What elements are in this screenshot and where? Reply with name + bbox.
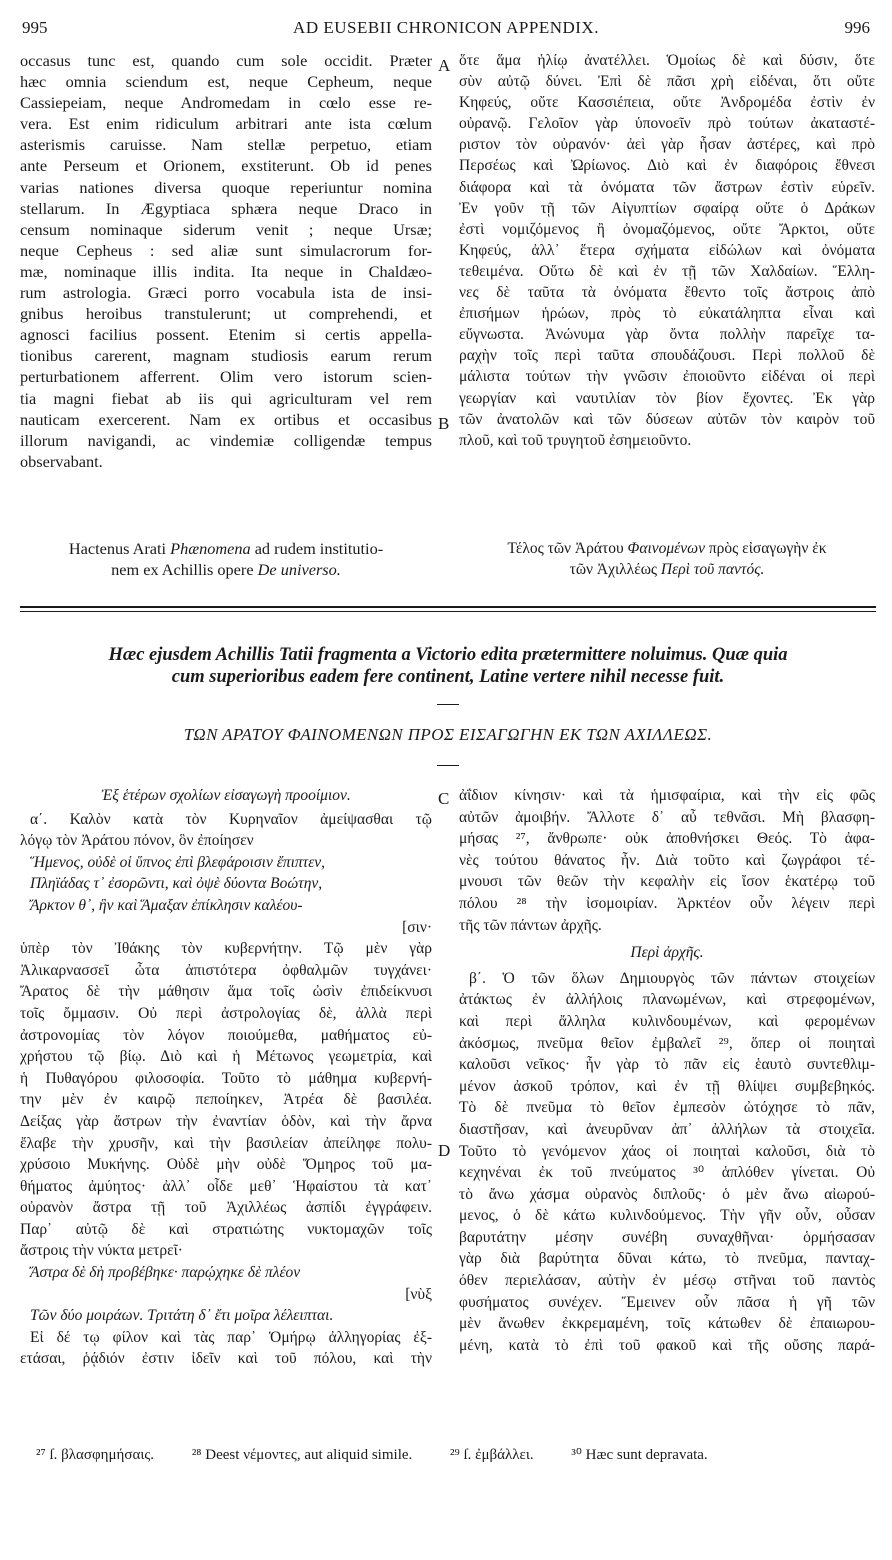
margin-mark-a: A — [438, 56, 451, 75]
verse-line: Ἄστρα δὲ δὴ προβέβηκε· παρῴχηκε δὲ πλέον — [30, 1264, 301, 1282]
fragment-line: χρήστου τῷ βίῳ. Διὸ καὶ ἡ Μέτωνος γεωμετρία, καὶ — [20, 1048, 432, 1066]
fragment-line: την μὲν ἐν καιρῷ πεποίηκεν, Ἀτρέα δὲ βασιλέα. — [20, 1091, 432, 1109]
latin-line: hæc omnia sciendum est, neque Cepheum, neque — [20, 72, 432, 92]
fragment-line: μενος, ὁ δὲ κάτω κυλινδούμενος. Τὴν γῆν οὖν, οὖσαν — [459, 1207, 875, 1225]
latin-line: gnibus heroibus transtulerunt; ut comprehendi, et — [20, 304, 432, 324]
latin-line: tionibus carerent, magnam studiosis earum rerum — [20, 346, 432, 366]
fragment-left-column — [20, 785, 432, 1370]
latin-line: mæ, nominaque illis indita. Ita neque in Chaldæo- — [20, 261, 432, 281]
latin-line: illorum navigandi, ac vindemiæ colligendæ tempus — [20, 430, 432, 450]
fragment-line: Παρ᾽ αὐτῷ δὲ καὶ στρατιώτης νυκτομαχῶν τοῖς — [20, 1220, 432, 1238]
greek-line: Ἐν γοῦν τῇ τῶν Αἰγυπτίων σφαίρᾳ οὔτε ὁ Δράκων — [459, 199, 875, 217]
greek-line: ἐπισήμων ἡρώων, πρὸς τὸ εὐκατάληπτα εἶναι καὶ — [459, 305, 875, 323]
running-header — [0, 16, 892, 42]
greek-line: εὔγνωστα. Ἀνώνυμα γὰρ ὄντα πολλὴν παρεῖχε τα- — [459, 326, 875, 344]
greek-colophon-italic: Φαινομένων — [627, 540, 705, 557]
verse-line: Ἥμενος, οὐδὲ οἱ ὕπνος ἐπὶ βλεφάροισιν ἔπιπτεν, — [30, 853, 326, 871]
section-rule-thin — [20, 611, 876, 612]
latin-line: Cassiepeiam, neque Andromedam in cœlo esse re- — [20, 93, 432, 113]
fragment-line: ἀΐδιον κίνησιν· καὶ τὰ ἡμισφαίρια, καὶ τὴν εἰς φῶς — [459, 787, 875, 804]
verse-line: [σιν· — [402, 918, 432, 936]
fragment-line: ὑπὲρ τὸν Ἰθάκης τὸν κυβερνήτην. Τῷ μὲν γὰρ — [20, 940, 432, 958]
fragment-line: μένον ἀσκοῦ τρόπον, καὶ ἐν τῇ θλίψει συμβεβηκός. — [459, 1077, 875, 1095]
greek-column — [459, 50, 875, 451]
latin-line: tia magni fiebat ab iis qui agriculturam vel rem — [20, 388, 432, 408]
fragment-line: τοῖς ὄμμασιν. Οὐ περὶ ἀστρολογίας δὲ, ἀλλὰ περὶ — [20, 1004, 432, 1022]
latin-line: rum astrologia. Græci porro vocabula ista de insi- — [20, 283, 432, 303]
latin-colophon-text: nem ex Achillis opere — [111, 560, 258, 579]
fragment-line: αὐτῶν ἀμοιβήν. Ἄλλοτε δ᾽ αὖ τεθνᾶσι. Μὴ βλασφη- — [459, 808, 875, 826]
latin-colophon-italic: De universo. — [257, 560, 341, 579]
greek-colophon — [459, 538, 875, 580]
greek-line: νες δὲ ταῦτα τὰ ὀνόματα ἔθεντο τοῖς ἄστροις ἀπὸ — [459, 284, 875, 302]
fragment-line: τὸ ἄνω χάσμα οὐρανὸς διπλοῦς· ὁ μὲν ἄνω αἰωρού- — [459, 1185, 875, 1203]
fragment-line: όθεν περιελάσαν, αὐτὴν ἐν μέσῳ στῆναι τοῦ παντὸς — [459, 1272, 875, 1290]
greek-line: γεωργίαν καὶ ναυτιλίαν τὸν βίον ἔχοντες. Ἐκ γὰρ — [459, 389, 875, 407]
greek-colophon-italic: Περὶ τοῦ παντός. — [660, 561, 765, 578]
fragment-right-column — [459, 785, 875, 1356]
fragment-line: Τὸ δὲ πνεῦμα τὸ θεῖον ἐμπεσὸν ὠτόχησε τὸ πᾶν, — [459, 1099, 875, 1117]
fragment-line: Ἄρατος δὲ τὴν μάθησιν ἅμα τοῖς ὠσὶν ἐπιδείκνυσι — [20, 983, 432, 1001]
greek-line: ἐστὶ νομιζόμενος ἢ ὀνομαζόμενος, οὔτε Ἄρκτοι, οὔτε — [459, 220, 875, 238]
latin-line: agnosci facilius possent. Etenim si certis appella- — [20, 325, 432, 345]
fragment-line: καλοῦσι νεῖκος· ἦν γὰρ τὸ πᾶν εἰς ἑαυτὸ συντεθλιμ- — [459, 1056, 875, 1074]
fragment-line: διαστῆσαν, καὶ ἀνευρῦναν ἀπ᾽ ἀλλήλων τὰ στοιχεῖα. — [459, 1120, 875, 1138]
latin-line: stellarum. In Ægyptiaca sphæra neque Draco in — [20, 198, 432, 218]
separator-dash — [437, 704, 459, 705]
fragment-line: Εἰ δέ τῳ φίλον καὶ τὰς παρ᾽ Ὁμήρῳ ἀλληγορίας ἐξ- — [30, 1328, 432, 1346]
greek-line: μάλιστα τούτων τὴν γνῶσιν ἐποιοῦντο εἰδέναι οἱ περὶ — [459, 368, 875, 386]
fragment-line: ἀτάκτως ἐν ἀλλήλοις πλανωμένων, καὶ στρεφομένων, — [459, 991, 875, 1009]
latin-line: censum nominaque siderum venit ; neque Ursæ; — [20, 219, 432, 239]
latin-line: vera. Est enim ridiculum arbitrari ante ista cœlum — [20, 114, 432, 134]
margin-mark-b: B — [438, 414, 450, 433]
greek-colophon-text: Τέλος τῶν Ἀράτου — [507, 540, 628, 557]
fragment-line: γὰρ διὰ βαρύτητα δῦναι κάτω, τὸ πνεῦμα, πανταχ- — [459, 1250, 875, 1268]
fragment-line: Δείξας γὰρ ἄστρων τὴν ἐναντίαν ὁδὸν, καὶ τὴν ἄρνα — [20, 1112, 432, 1130]
verse-line: Τῶν δύο μοιράων. Τριτάτη δ᾽ ἔτι μοῖρα λέλειπται. — [30, 1307, 334, 1325]
fragment-heading: Περὶ ἀρχῆς. — [630, 944, 704, 962]
footnotes — [36, 1445, 876, 1464]
footnote: ³⁰ Hæc sunt depravata. — [571, 1447, 708, 1463]
verse-line: Πληϊάδας τ᾽ ἐσορῶντι, καὶ ὀψὲ δύοντα Βοώτην, — [30, 875, 323, 893]
footnote: ²⁸ Deest νέμοντες, aut aliquid simile. — [191, 1447, 413, 1463]
separator-dash — [437, 765, 459, 766]
footnote: ²⁹ ſ. ἐμβάλλει. — [450, 1447, 534, 1463]
greek-line: σὺν αὐτῷ δύνει. Ἐπὶ δὲ πᾶσι χρὴ εἰδέναι, ὅτι οὔτε — [459, 73, 875, 91]
fragment-line: καὶ περὶ ἄλληλα κυλινδουμένων, καὶ φερομένων — [459, 1012, 875, 1030]
greek-line: τῶν ἀνατολῶν καὶ τῶν δύσεων αὐτῶν τὸν καιρὸν τοῦ — [459, 410, 875, 428]
latin-line: observabant. — [20, 451, 103, 471]
greek-line: ριστον τὸν οὐρανόν· ἀεὶ γὰρ ἦσαν ἀστέρες, καὶ πρὸ — [459, 136, 875, 154]
fragment-line: χρύσοιο Μυκήνης. Οὐδὲ μὴν οὐδὲ Ὅμηρος τοῦ μα- — [20, 1156, 432, 1174]
fragment-line: μένη, κατὰ τὸ ἐπὶ τοῦ φακοῦ καὶ τῆς οὔσης παρά- — [459, 1336, 875, 1354]
fragment-line: β΄. Ὁ τῶν ὅλων Δημιουργὸς τῶν πάντων στοιχείων — [469, 969, 875, 987]
footnote: ²⁷ ſ. βλασφημήσαις. — [36, 1447, 155, 1463]
greek-line: ὅτε ἅμα ἡλίῳ ἀνατέλλει. Ὁμοίως δὲ καὶ δύσιν, ὅτε — [459, 52, 875, 69]
fragment-line: Ἀλικαρνασσεῖ ὦτα ἀπιστότερα ὀφθαλμῶν τυγχάνει· — [20, 961, 432, 979]
running-title: AD EUSEBII CHRONICON APPENDIX. — [293, 18, 599, 37]
fragment-line: οὐρανὸν ἄστρα τῇ τοῦ Ἀχιλλέως ἀσπίδι ἐγγράφειν. — [20, 1199, 432, 1217]
greek-colophon-text: πρὸς εἰσαγωγὴν ἐκ — [704, 540, 827, 557]
section-rule-thick — [20, 606, 876, 608]
latin-line: asterismis caruisse. Nam stellæ perpetuo, etiam — [20, 135, 432, 155]
greek-line: διάφορα καὶ τὰ ὀνόματα τῶν ἄστρων ἐστὶν εὑρεῖν. — [459, 178, 875, 196]
fragment-line: λόγῳ τὸν Ἀράτου πόνον, ὃν ἐποίησεν — [20, 832, 254, 850]
greek-colophon-text: τῶν Ἀχιλλέως — [569, 561, 661, 578]
margin-mark-d: D — [438, 1141, 451, 1160]
greek-line: πλοῦ, καὶ τοῦ τρυγητοῦ ἐσημειοῦντο. — [459, 431, 692, 449]
latin-line: varias nationes diversa quoque reperiuntur nomina — [20, 177, 432, 197]
greek-line: οὐρανῷ. Γελοῖον γὰρ ὑπονοεῖν πρὸ τούτων ἀκαταστέ- — [459, 115, 875, 133]
margin-mark-c: C — [438, 789, 450, 808]
fragment-line: φυσήματος συνέχεν. Ἔμεινεν οὖν πᾶσα ἡ γῆ τῶν — [459, 1293, 875, 1311]
page-number-right: 996 — [844, 18, 870, 37]
fragment-line: βαρυτάτην μέσην συνέβη συναχθῆναι· ὁρμήσασαν — [459, 1228, 875, 1246]
fragment-heading: Ἐξ ἑτέρων σχολίων εἰσαγωγὴ προοίμιον. — [101, 787, 351, 804]
editor-note-line: cum superioribus eadem fere continent, Latine vertere nihil necesse fuit. — [171, 667, 725, 687]
fragment-line: ἀκόσμως, πνεῦμα θεῖον ἐμβαλεῖ ²⁹, ὅπερ οἱ ποιηταὶ — [459, 1034, 875, 1052]
latin-colophon-text: ad rudem institutio- — [250, 539, 384, 558]
fragment-line: νὲς τούτου θάνατος ἦν. Διὰ τοῦτο καὶ ζωγράφοι τέ- — [459, 851, 875, 869]
latin-line: neque Cepheus : sed aliæ sunt simulacrorum for- — [20, 240, 432, 260]
latin-line: perturbationem afferrent. Olim vero istorum scien- — [20, 367, 432, 387]
fragment-line: πόλου ²⁸ τὴν ἰσομοιρίαν. Ἀρκτέον οὖν λέγειν περὶ — [459, 894, 875, 912]
fragment-line: α΄. Καλὸν κατὰ τὸν Κυρηναῖον ἀμείψασθαι τῷ — [30, 810, 432, 828]
fragment-line: ἀστρονομίας τὸν λόγον ποιούμεθα, μαθήματος εὐ- — [20, 1026, 432, 1044]
greek-line: τεθειμένα. Οὕτω δὲ καὶ ἐν τῇ τῶν Χαλδαίων. Ἕλλη- — [459, 262, 875, 280]
latin-colophon-text: Hactenus Arati — [68, 539, 171, 558]
latin-line: occasus tunc est, quando cum sole occidit. Præter — [20, 51, 432, 70]
fragment-line: μήσας ²⁷, ἄνθρωπε· οὐκ ἀποθνήσκει Θεός. Τὸ ἀφα- — [459, 830, 875, 848]
greek-line: Κηφεύς, ἀλλ᾽ ἕτερα σχήματα εἰδώλων καὶ ὀνόματα — [459, 241, 875, 259]
fragment-line: ετάσαι, ῥᾴδιόν ἐστιν ἰδεῖν καὶ τοῦ πόλου, καὶ τὴν — [20, 1350, 432, 1368]
fragment-line: Τοῦτο τὸ γενόμενον χάος οἱ ποιηταὶ καλοῦσι, διὰ τὸ — [459, 1142, 875, 1160]
greek-line: Περσέως καὶ Ὠρίωνος. Διὸ καὶ ἐν διαφόροις ἔθνεσι — [459, 157, 875, 175]
latin-line: nauticam exercerent. Nam ex ortibus et occasibus — [20, 409, 432, 429]
fragment-line: ἄστροις τὴν νύκτα μετρεῖ· — [20, 1242, 183, 1260]
latin-line: ante Perseum et Orionem, exstiterunt. Ob id penes — [20, 156, 432, 176]
fragment-line: μὲν ἄνωθεν ἐκκρεμαμένη, τοῖς κάτωθεν δὲ ἐπαιωρου- — [459, 1315, 875, 1333]
editor-note — [20, 644, 876, 688]
verse-line: [νὺξ — [405, 1285, 432, 1303]
editor-note-line: Hæc ejusdem Achillis Tatii fragmenta a Victorio edita prætermittere noluimus. Quæ quia — [108, 645, 788, 665]
fragment-line: τῆς τῶν πάντων ἀρχῆς. — [459, 916, 602, 934]
fragment-line: μνουσι τῶν θεῶν τὴν κεφαλὴν εἰς ἴσον ἑκατέρῳ τοῦ — [459, 873, 875, 891]
page-number-left: 995 — [22, 18, 48, 37]
section-title: ΤΩΝ ΑΡΑΤΟΥ ΦΑΙΝΟΜΕΝΩΝ ΠΡΟΣ ΕΙΣΑΓΩΓΗΝ ΕΚ ΤΩΝ ΑΧΙΛΛΕΩΣ. — [183, 725, 713, 744]
latin-colophon-italic: Phænomena — [170, 539, 251, 558]
fragment-line: ἔλαβε τὴν χρυσῆν, καὶ τὴν βασιλείαν ἀπείληφε πολυ- — [20, 1134, 432, 1152]
latin-colophon — [20, 538, 432, 580]
fragment-line: θήματος ἀμύητος· ἀλλ᾽ οἶδε μεθ᾽ Ἡφαίστου τὰ κατ᾽ — [20, 1177, 432, 1195]
verse-line: Ἄρκτον θ᾽, ἣν καὶ Ἅμαξαν ἐπίκλησιν καλέου- — [30, 896, 303, 914]
latin-column — [20, 50, 432, 472]
fragment-line: ἡ Πυθαγόρου φιλοσοφία. Τοῦτο τὸ μάθημα κυβερνή- — [20, 1069, 432, 1087]
fragment-line: κεχηνέναι ἐκ τοῦ πνεύματος ³⁰ ἁπλόθεν γίνεται. Οὐ — [459, 1164, 875, 1182]
greek-line: Κηφεύς, οὔτε Κασσιέπεια, οὔτε Ἀνδρομέδα ἐστὶν ἐν — [459, 94, 875, 112]
greek-line: ραχὴν τοῖς περὶ ταῦτα σπουδάζουσι. Περὶ πολλοῦ δὲ — [459, 347, 875, 365]
